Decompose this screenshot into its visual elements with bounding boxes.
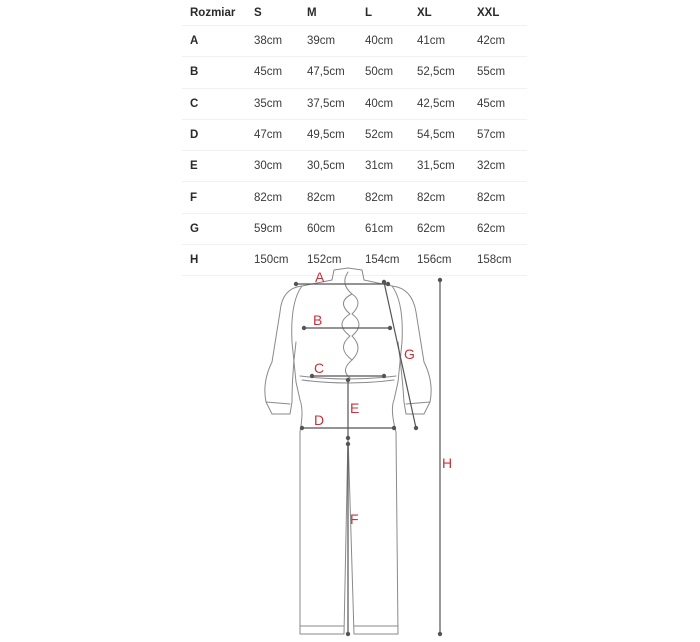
row-label: B xyxy=(182,57,254,88)
measure-dot-a-left xyxy=(294,282,297,285)
measure-label-b: B xyxy=(313,312,323,328)
table-cell: 61cm xyxy=(365,213,417,244)
table-row xyxy=(182,213,527,244)
table-cell: 54,5cm xyxy=(417,119,477,150)
row-label: D xyxy=(182,119,254,150)
measure-dot-a-right xyxy=(386,282,389,285)
measure-label-d: D xyxy=(314,412,325,428)
table-cell: 31cm xyxy=(365,151,417,182)
row-label: G xyxy=(182,213,254,244)
table-cell: 49,5cm xyxy=(307,119,365,150)
measure-dot-f-top xyxy=(346,442,349,445)
garment-ruffle xyxy=(342,272,359,378)
measure-dot-h-top xyxy=(438,278,441,281)
table-cell: 82cm xyxy=(417,182,477,213)
table-cell: 42cm xyxy=(477,26,527,57)
measure-dot-d-right xyxy=(392,426,395,429)
table-cell: 41cm xyxy=(417,26,477,57)
jumpsuit-measurement-diagram xyxy=(0,262,700,642)
row-label: C xyxy=(182,88,254,119)
table-row xyxy=(182,182,527,213)
jumpsuit-outline-illustration xyxy=(0,262,700,642)
table-cell: 40cm xyxy=(365,88,417,119)
header-rozmiar: Rozmiar xyxy=(182,0,254,26)
garment-collar xyxy=(332,268,364,280)
table-cell: 150cm xyxy=(254,245,307,276)
table-cell: 82cm xyxy=(365,182,417,213)
measure-label-e: E xyxy=(350,400,360,416)
row-label: H xyxy=(182,245,254,276)
table-cell: 30,5cm xyxy=(307,151,365,182)
table-cell: 60cm xyxy=(307,213,365,244)
garment-left-cuff xyxy=(266,402,290,404)
measure-label-g: G xyxy=(404,346,415,362)
measure-dot-d-left xyxy=(300,426,303,429)
size-table-header-row xyxy=(182,0,527,26)
table-cell: 62cm xyxy=(417,213,477,244)
table-cell: 30cm xyxy=(254,151,307,182)
header-size-l: L xyxy=(365,0,417,26)
garment-trousers xyxy=(300,432,398,634)
measure-dot-b-left xyxy=(302,326,305,329)
table-cell: 45cm xyxy=(254,57,307,88)
measure-dot-c-right xyxy=(382,374,385,377)
table-cell: 154cm xyxy=(365,245,417,276)
table-cell: 35cm xyxy=(254,88,307,119)
table-row xyxy=(182,151,527,182)
header-size-s: S xyxy=(254,0,307,26)
measure-label-c: C xyxy=(314,360,325,376)
table-row xyxy=(182,26,527,57)
table-cell: 55cm xyxy=(477,57,527,88)
row-label: E xyxy=(182,151,254,182)
header-size-m: M xyxy=(307,0,365,26)
table-cell: 152cm xyxy=(307,245,365,276)
measure-label-a: A xyxy=(315,269,325,285)
table-cell: 37,5cm xyxy=(307,88,365,119)
garment-left-sleeve xyxy=(265,286,302,414)
measure-dot-b-right xyxy=(388,326,391,329)
measure-dot-e-bottom xyxy=(346,436,349,439)
row-label: F xyxy=(182,182,254,213)
measure-dot-f-bottom xyxy=(346,632,349,635)
table-row xyxy=(182,88,527,119)
table-cell: 82cm xyxy=(254,182,307,213)
table-cell: 158cm xyxy=(477,245,527,276)
header-size-xxl: XXL xyxy=(477,0,527,26)
garment-right-cuff xyxy=(406,402,430,404)
table-cell: 42,5cm xyxy=(417,88,477,119)
row-label: A xyxy=(182,26,254,57)
table-cell: 82cm xyxy=(307,182,365,213)
table-cell: 47,5cm xyxy=(307,57,365,88)
table-cell: 45cm xyxy=(477,88,527,119)
measure-dot-g-bottom xyxy=(414,426,417,429)
table-cell: 52,5cm xyxy=(417,57,477,88)
table-row xyxy=(182,119,527,150)
table-cell: 39cm xyxy=(307,26,365,57)
measure-dot-g-top xyxy=(382,280,385,283)
table-cell: 31,5cm xyxy=(417,151,477,182)
table-cell: 50cm xyxy=(365,57,417,88)
table-cell: 52cm xyxy=(365,119,417,150)
measure-dot-e-top xyxy=(346,378,349,381)
table-row xyxy=(182,57,527,88)
size-table xyxy=(182,0,527,276)
table-cell: 57cm xyxy=(477,119,527,150)
table-cell: 38cm xyxy=(254,26,307,57)
measure-label-h: H xyxy=(442,455,453,471)
table-cell: 40cm xyxy=(365,26,417,57)
table-cell: 156cm xyxy=(417,245,477,276)
table-cell: 47cm xyxy=(254,119,307,150)
measure-label-f: F xyxy=(350,511,359,527)
measure-dot-h-bottom xyxy=(438,632,441,635)
table-cell: 62cm xyxy=(477,213,527,244)
table-cell: 32cm xyxy=(477,151,527,182)
table-cell: 59cm xyxy=(254,213,307,244)
table-cell: 82cm xyxy=(477,182,527,213)
header-size-xl: XL xyxy=(417,0,477,26)
